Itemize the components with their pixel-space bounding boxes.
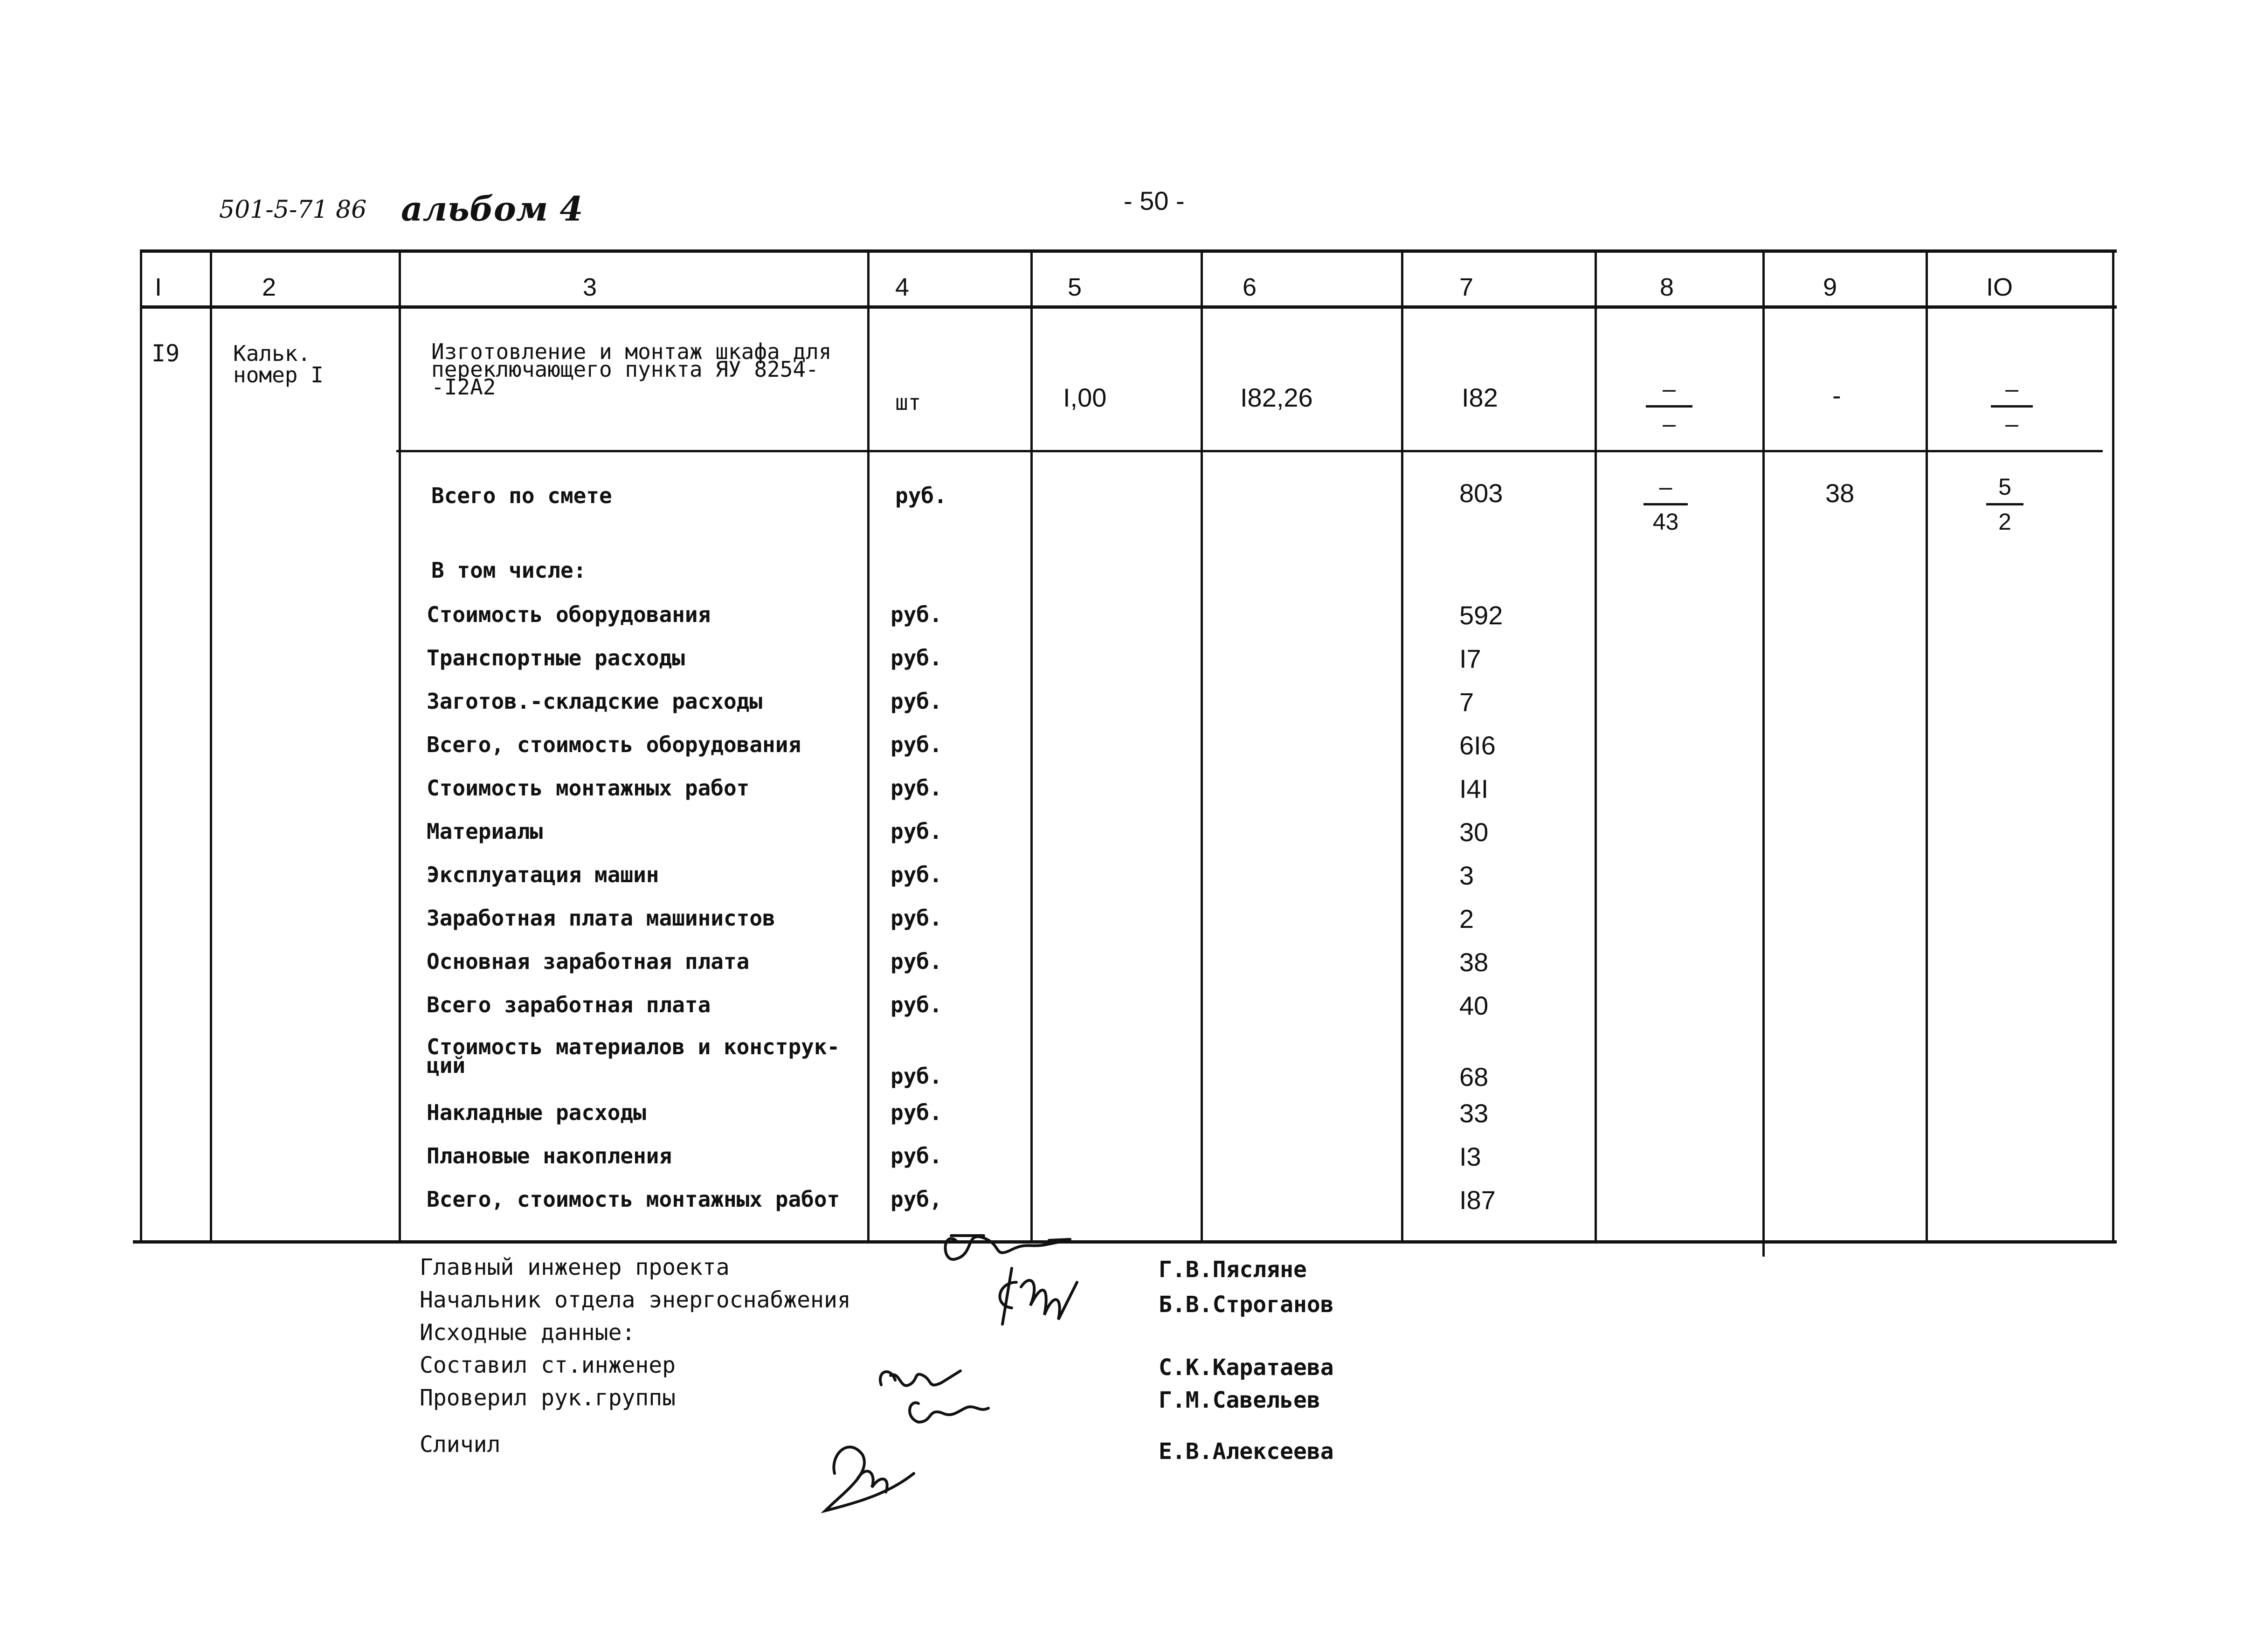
- signature-role: Главный инженер проекта: [420, 1254, 730, 1280]
- item-col8-bottom: –: [1663, 411, 1676, 437]
- breakdown-label: Всего, стоимость монтажных работ: [427, 1187, 840, 1212]
- breakdown-unit: руб.: [891, 645, 942, 670]
- item-number: I9: [152, 340, 180, 367]
- fraction-bar: [1986, 503, 2023, 505]
- summary-col10-top: 5: [1998, 474, 2011, 500]
- document-code: 501-5-71 86: [219, 196, 367, 224]
- summary-col10-fraction: [1986, 473, 2023, 535]
- signature-role: Проверил рук.группы: [420, 1385, 676, 1411]
- item-quantity: I,00: [1063, 383, 1107, 412]
- breakdown-label: Плановые накопления: [427, 1143, 672, 1168]
- breakdown-unit: руб.: [891, 775, 942, 801]
- breakdown-unit: руб.: [891, 1143, 942, 1168]
- breakdown-label: Основная заработная плата: [427, 949, 750, 974]
- col-border-2: [399, 249, 401, 1243]
- col-header-1: I: [155, 273, 162, 301]
- breakdown-value: I87: [1459, 1185, 1496, 1215]
- item-row-separator: [396, 450, 2103, 452]
- signature-name: Е.В.Алексеева: [1159, 1438, 1334, 1465]
- fraction-bar: [1646, 405, 1692, 408]
- item-col10-top: –: [2005, 376, 2018, 402]
- breakdown-label: Стоимость монтажных работ: [427, 775, 750, 801]
- col-header-8: 8: [1660, 273, 1674, 301]
- col-header-4: 4: [895, 273, 910, 301]
- breakdown-label: Стоимость материалов и конструк- ций: [427, 1034, 840, 1078]
- including-label: В том числе:: [431, 558, 587, 583]
- signature-name: Г.М.Савельев: [1159, 1387, 1320, 1413]
- breakdown-value: 2: [1459, 904, 1474, 933]
- item-basis: Кальк. номер I: [233, 341, 324, 387]
- breakdown-value: 592: [1459, 601, 1503, 630]
- breakdown-unit: руб.: [891, 732, 942, 757]
- col-border-7: [1595, 249, 1597, 1243]
- page-number: - 50 -: [1124, 186, 1185, 215]
- col-header-10: IO: [1986, 273, 2013, 301]
- fraction-bar: [1643, 503, 1688, 505]
- breakdown-label: Транспортные расходы: [427, 645, 685, 670]
- col-border-9: [1926, 249, 1928, 1243]
- col-header-5: 5: [1068, 273, 1082, 301]
- breakdown-value: I4I: [1459, 774, 1489, 803]
- breakdown-unit: руб.: [891, 949, 942, 974]
- breakdown-unit: руб.: [891, 602, 942, 627]
- album-label: альбом 4: [401, 189, 583, 228]
- col-border-1: [210, 249, 212, 1243]
- summary-total: 803: [1459, 478, 1503, 508]
- item-total: I82: [1462, 383, 1498, 412]
- breakdown-label: Всего, стоимость оборудования: [427, 732, 801, 757]
- breakdown-value: 6I6: [1459, 731, 1496, 760]
- col-border-0: [140, 249, 142, 1243]
- estimate-table: [140, 249, 2117, 1245]
- fraction-bar: [1991, 405, 2033, 408]
- breakdown-value: 33: [1459, 1099, 1489, 1128]
- item-unit: шт: [895, 390, 921, 415]
- item-col10-fraction: [1991, 375, 2033, 437]
- breakdown-value: I3: [1459, 1142, 1481, 1171]
- breakdown-label: Материалы: [427, 819, 543, 844]
- breakdown-value: 68: [1459, 1062, 1489, 1092]
- breakdown-value: 40: [1459, 991, 1489, 1020]
- breakdown-value: 7: [1459, 687, 1474, 717]
- breakdown-label: Всего заработная плата: [427, 992, 711, 1017]
- col-header-7: 7: [1459, 273, 1474, 301]
- header-bottom-border: [140, 305, 2117, 309]
- breakdown-unit: руб.: [891, 689, 942, 714]
- breakdown-unit: руб.: [891, 819, 942, 844]
- col-header-3: 3: [583, 273, 597, 301]
- col-border-5: [1201, 249, 1203, 1243]
- signature-role: Сличил: [420, 1431, 501, 1458]
- breakdown-label: Накладные расходы: [427, 1100, 646, 1125]
- item-unit-price: I82,26: [1240, 383, 1313, 412]
- item-col8-top: –: [1663, 376, 1676, 402]
- signature-strokes: [825, 1236, 1077, 1511]
- signature-role: Начальник отдела энергоснабжения: [420, 1287, 851, 1313]
- breakdown-label: Заработная плата машинистов: [427, 905, 775, 931]
- col-border-6: [1401, 249, 1403, 1243]
- col-border-3: [867, 249, 870, 1243]
- summary-col10-bottom: 2: [1998, 509, 2011, 535]
- breakdown-value: I7: [1459, 644, 1481, 673]
- handwritten-signatures: [723, 1212, 1189, 1539]
- summary-col8-fraction: [1643, 473, 1688, 535]
- breakdown-label: Стоимость оборудования: [427, 602, 711, 627]
- breakdown-unit: руб.: [891, 862, 942, 887]
- col-header-6: 6: [1243, 273, 1257, 301]
- summary-unit: руб.: [895, 483, 947, 508]
- col-border-8: [1762, 249, 1765, 1257]
- signature-role: Составил ст.инженер: [420, 1352, 676, 1378]
- breakdown-unit: руб.: [891, 1100, 942, 1125]
- signature-role: Исходные данные:: [420, 1320, 635, 1346]
- col-header-2: 2: [262, 273, 276, 301]
- breakdown-unit: руб.: [891, 992, 942, 1017]
- item-col8-fraction: [1646, 375, 1692, 437]
- table-top-border: [140, 249, 2117, 253]
- summary-label: Всего по смете: [431, 483, 612, 508]
- breakdown-value: 3: [1459, 861, 1474, 890]
- breakdown-value: 30: [1459, 817, 1489, 847]
- summary-col9: 38: [1825, 478, 1855, 508]
- breakdown-label: Заготов.-складские расходы: [427, 689, 763, 714]
- breakdown-unit: руб,: [891, 1187, 942, 1212]
- item-col10-bottom: –: [2005, 411, 2018, 437]
- summary-col8-bottom: 43: [1652, 509, 1679, 535]
- item-name: Изготовление и монтаж шкафа для переключающего пункта ЯУ 8254- -I2A2: [431, 339, 832, 400]
- breakdown-label: Эксплуатация машин: [427, 862, 659, 887]
- breakdown-unit: руб.: [891, 905, 942, 931]
- signature-name: С.К.Каратаева: [1159, 1355, 1334, 1381]
- signature-name: Г.В.Пясляне: [1159, 1257, 1307, 1283]
- signature-name: Б.В.Строганов: [1159, 1292, 1334, 1318]
- summary-col8-top: –: [1659, 474, 1672, 500]
- col-header-9: 9: [1823, 273, 1837, 301]
- col-border-4: [1030, 249, 1033, 1243]
- item-col9: -: [1832, 380, 1841, 410]
- breakdown-unit: руб.: [891, 1064, 942, 1089]
- col-border-10: [2112, 249, 2114, 1243]
- breakdown-value: 38: [1459, 947, 1489, 977]
